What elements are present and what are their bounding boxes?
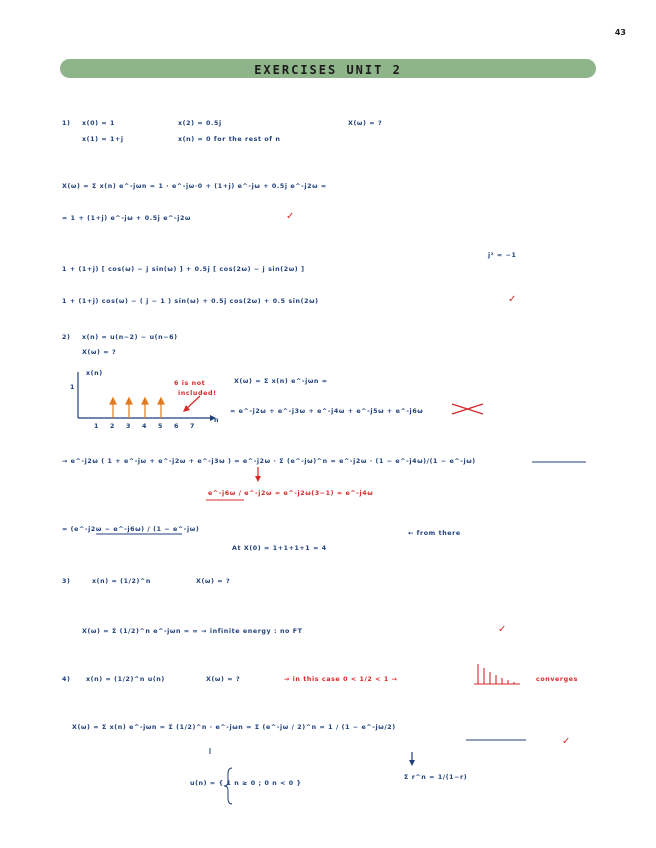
plot-y-label: x(n) — [86, 370, 103, 377]
ex4-geometric: Σ r^n = 1/(1−r) — [404, 774, 468, 781]
ex3-line: X(ω) = Σ (1/2)^n e^-jωn = ∞ → infinite energy : no FT — [82, 628, 303, 635]
stem-2-head — [110, 398, 116, 404]
stem-3-head — [126, 398, 132, 404]
tick-label-4: 4 — [142, 423, 147, 430]
ex1-line-1: X(ω) = Σ x(n) e^-jωn = 1 · e^-jω·0 + (1+j) e^-jω + 0.5j e^-j2ω = — [62, 183, 327, 190]
ex4-line: X(ω) = Σ x(n) e^-jωn = Σ (1/2)^n · e^-jωn = Σ (e^-jω / 2)^n = 1 / (1 − e^-jω/2) — [72, 724, 396, 731]
ex1-line-3: 1 + (1+j) [ cos(ω) − j sin(ω) ] + 0.5j [ cos(2ω) − j sin(2ω) ] — [62, 266, 305, 273]
ex4-converges: converges — [536, 676, 578, 683]
stem-5-head — [158, 398, 164, 404]
ex4-piecewise: u(n) = { 1 n ≥ 0 ; 0 n < 0 } — [190, 780, 302, 787]
note-line-2: included! — [178, 390, 217, 397]
ex2-result: = (e^-j2ω − e^-j6ω) / (1 − e^-jω) — [62, 526, 200, 533]
ex1-line-3-note: j² = −1 — [488, 252, 517, 259]
page-title: EXERCISES UNIT 2 — [254, 63, 402, 77]
ex2-ask: X(ω) = ? — [82, 349, 117, 356]
ex2-sum-def: X(ω) = Σ x(n) e^-jωn = — [234, 378, 328, 385]
tick-label-2: 2 — [110, 423, 115, 430]
decay-stems — [474, 664, 520, 684]
stem-4-head — [142, 398, 148, 404]
ex4-label: 4) — [62, 676, 71, 683]
ex2-line-a: → e^-j2ω ( 1 + e^-jω + e^-j2ω + e^-j3ω ) = e^-j2ω · Σ (e^-jω)^n = e^-j2ω · (1 − e^-j4ω)/(1 − e^-jω) — [62, 458, 476, 465]
check-icon: ✓ — [286, 211, 295, 222]
ex1-label: 1) — [62, 120, 71, 127]
ex2-given: x(n) = u(n−2) − u(n−6) — [82, 334, 178, 341]
ex2-red-frac: e^-j6ω / e^-j2ω = e^-j2ω(3−1) = e^-j4ω — [208, 490, 374, 497]
ex1-line-4: 1 + (1+j) cos(ω) − ( j − 1 ) sin(ω) + 0.5j cos(2ω) + 0.5 sin(2ω) — [62, 298, 319, 305]
plot-n-label: n — [214, 417, 220, 424]
ex1-ask: X(ω) = ? — [348, 120, 383, 127]
ex2-label: 2) — [62, 334, 71, 341]
tick-label-3: 3 — [126, 423, 131, 430]
ex2-from-there: ← from there — [408, 530, 461, 537]
ex2-check: At X(0) = 1+1+1+1 = 4 — [232, 545, 327, 552]
check-icon: ✓ — [498, 624, 507, 635]
ex3-ask: X(ω) = ? — [196, 578, 231, 585]
ex4-given: x(n) = (1/2)^n u(n) — [86, 676, 165, 683]
tick-label-7: 7 — [190, 423, 195, 430]
check-icon: ✓ — [508, 294, 517, 305]
plot-one-label: 1 — [70, 384, 75, 391]
ex3-label: 3) — [62, 578, 71, 585]
ex4-ask: X(ω) = ? — [206, 676, 241, 683]
note-line-1: 6 is not — [174, 380, 206, 387]
ex3-given: x(n) = (1/2)^n — [92, 578, 151, 585]
check-icon: ✓ — [562, 736, 571, 747]
ex1-given-1: x(0) = 1 — [82, 120, 116, 127]
tick-label-1: 1 — [94, 423, 99, 430]
ex1-given-2: x(1) = 1+j — [82, 136, 124, 143]
down-arrow-head — [409, 760, 415, 766]
ex1-given-3: x(2) = 0.5j — [178, 120, 222, 127]
ex4-note: → in this case 0 < 1/2 < 1 → — [284, 676, 398, 683]
ex1-line-2: = 1 + (1+j) e^-jω + 0.5j e^-j2ω — [62, 215, 192, 222]
stems — [110, 398, 164, 418]
ex1-given-4: x(n) = 0 for the rest of n — [178, 136, 281, 143]
page-number: 43 — [614, 28, 626, 37]
down-arrow-head — [255, 476, 261, 482]
tick-label-6: 6 — [174, 423, 179, 430]
tick-label-5: 5 — [158, 423, 163, 430]
ex2-expand: = e^-j2ω + e^-j3ω + e^-j4ω + e^-j5ω + e^-j6ω — [230, 408, 424, 415]
